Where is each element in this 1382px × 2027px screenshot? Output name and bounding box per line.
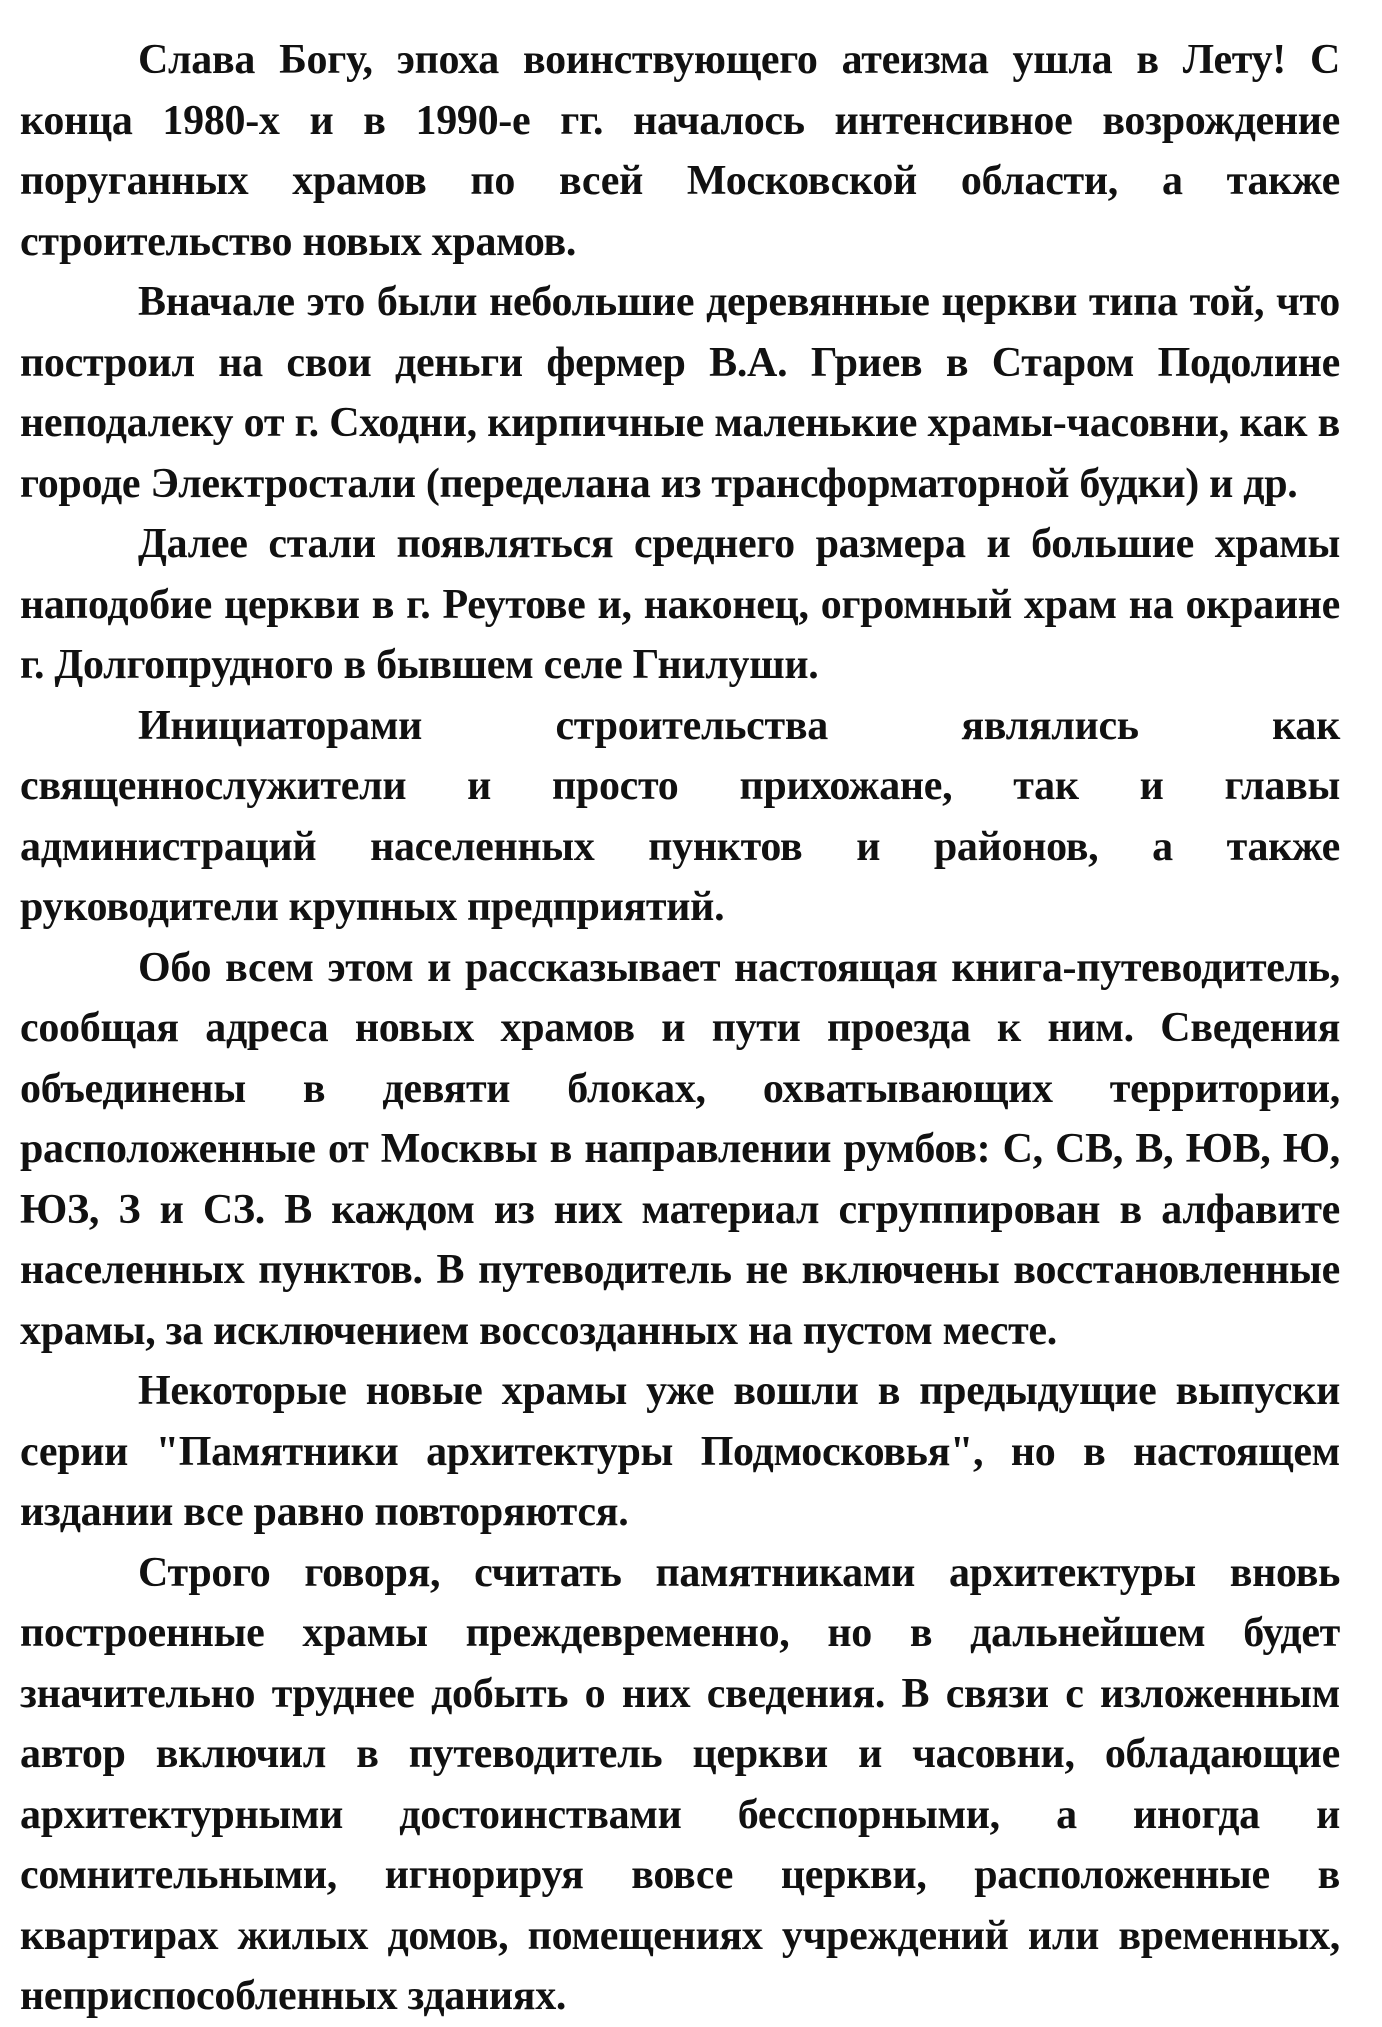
document-page (20, 30, 1340, 2027)
paragraph-1: Слава Богу, эпоха воинствующего атеизма ушла в Лету! С конца 1980-х и в 1990-е гг. началось интенсивное возрождение поруганных храмов по всей Московской области, а также строительство новых храмов. (20, 37, 1340, 265)
paragraph-7: Строго говоря, считать памятниками архитектуры вновь построенные храмы преждевременно, но в дальнейшем будет значительно труднее добыть о них сведения. В связи с изложенным автор включил в путеводитель церкви и часовни, обладающие архитектурными достоинствами бесспорными, а иногда и сомнительными, игнорируя вовсе церкви, расположенные в квартирах жилых домов, помещениях учреждений или временных, неприспособленных зданиях. (20, 1549, 1340, 2019)
paragraph-4: Инициаторами строительства являлись как священнослужители и просто прихожане, так и главы администраций населенных пунктов и районов, а также руководители крупных предприятий. (20, 702, 1340, 930)
paragraph-6: Некоторые новые храмы уже вошли в предыдущие выпуски серии "Памятники архитектуры Подмосковья", но в настоящем издании все равно повторяются. (20, 1368, 1340, 1535)
paragraph-2: Вначале это были небольшие деревянные церкви типа той, что построил на свои деньги фермер В.А. Гриев в Старом Подолине неподалеку от г. Сходни, кирпичные маленькие храмы-часовни, как в городе Электростали (переделана из трансформаторной будки) и др. (20, 279, 1340, 507)
paragraph-5: Обо всем этом и рассказывает настоящая книга-путеводитель, сообщая адреса новых храмов и пути проезда к ним. Сведения объединены в девяти блоках, охватывающих территории, расположенные от Москвы в направлении румбов: С, СВ, В, ЮВ, Ю, ЮЗ, З и СЗ. В каждом из них материал сгруппирован в алфавите населенных пунктов. В путеводитель не включены восстановленные храмы, за исключением воссозданных на пустом месте. (20, 944, 1340, 1354)
paragraph-3: Далее стали появляться среднего размера и большие храмы наподобие церкви в г. Реутове и, наконец, огромный храм на окраине г. Долгопрудного в бывшем селе Гнилуши. (20, 521, 1340, 688)
